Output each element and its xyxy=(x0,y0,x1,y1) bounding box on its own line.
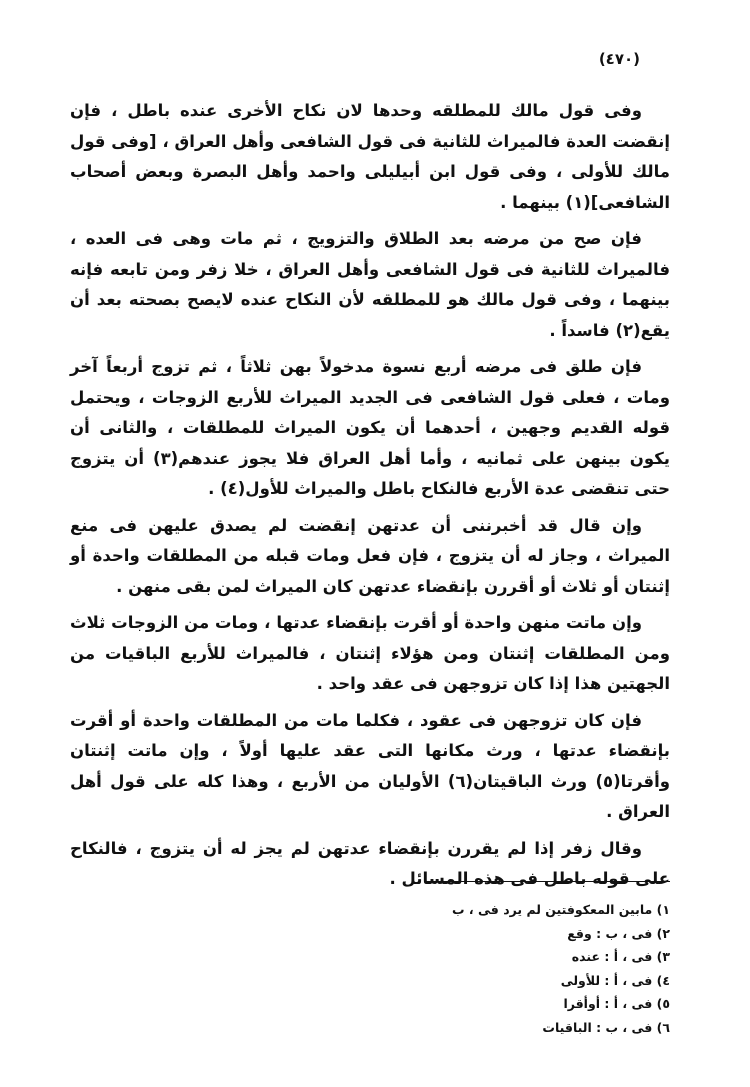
footnote: ٤) فى ، أ : للأولى xyxy=(560,972,670,988)
page-number: (٤٧٠) xyxy=(598,50,640,68)
paragraph: وقال زفر إذا لم يقررن بإنقضاء عدتهن لم يجز له أن يتزوج ، فالنكاح على قوله باطل فى هذه المسائل . xyxy=(70,838,670,888)
paragraph: فإن طلق فى مرضه أربع نسوة مدخولاً بهن ثلاثاً ، ثم تزوج أربعاً آخر ومات ، فعلى قول الشافعى فى الجديد الميراث للأربع الزوجات ، ويحتمل قوله القديم وجهين ، أحدهما أن يكون الميراث للمطلقات ، والثانى أن يكون بينهن على ثمانيه ، وأما أهل العراق فلا يجوز عندهم(٣) أن يتزوج حتى تنقضى عدة الأربع فالنكاح باطل والميراث للأول(٤) . xyxy=(70,357,670,498)
footnote: ٢) فى ، ب : وقع xyxy=(567,925,670,941)
main-text xyxy=(70,96,670,901)
paragraph: فإن صح من مرضه بعد الطلاق والتزويج ، ثم مات وهى فى العده ، فالميراث للثانية فى قول الشافعى وأهل العراق ، خلا زفر ومن تابعه فإنه بينهما ، وفى قول مالك هو للمطلقه لأن النكاح عنده لايصح بصحته بعد أن يقع(٢) فاسداً . xyxy=(70,229,670,340)
footnote: ١) مابين المعكوفتين لم يرد فى ، ب xyxy=(452,902,670,917)
paragraph: وفى قول مالك للمطلقه وحدها لان نكاح الأخرى عنده باطل ، فإن إنقضت العدة فالميراث للثانية فى قول الشافعى وأهل العراق ، [وفى قول مالك للأولى ، وفى قول ابن أبيليلى واحمد وأهل البصرة وبعض أصحاب الشافعى](١) بينهما . xyxy=(70,101,670,212)
footnote-divider xyxy=(425,881,670,882)
paragraph: وإن قال قد أخبرننى أن عدتهن إنقضت لم يصدق عليهن فى منع الميراث ، وجاز له أن يتزوج ، فإن فعل ومات قبله من المطلقات واحدة أو إثنتان أو ثلاث أو أقررن بإنقضاء عدتهن كان الميراث لمن بقى منهن . xyxy=(70,515,670,596)
footnote: ٣) فى ، أ : عنده xyxy=(571,949,670,964)
footnote: ٥) فى ، أ : أوأقرا xyxy=(563,996,670,1011)
paragraph: وإن ماتت منهن واحدة أو أقرت بإنقضاء عدتها ، ومات من الزوجات ثلاث ومن المطلقات إثنتان ومن هؤلاء إثنتان ، فالميراث للأربع الباقيات من الجهتين هذا إذا كان تزوجهن فى عقد واحد . xyxy=(70,613,670,693)
footnotes-list xyxy=(370,898,670,1039)
paragraph: فإن كان تزوجهن فى عقود ، فكلما مات من المطلقات واحدة أو أقرت بإنقضاء عدتها ، ورث مكانها التى عقد عليها أولاً ، وإن ماتت إثنتان وأقرتا(٥) ورث الباقيتان(٦) الأوليان من الأربع ، وهذا كله على قول أهل العراق . xyxy=(70,710,670,821)
footnote: ٦) فى ، ب : الباقيات xyxy=(542,1019,670,1035)
